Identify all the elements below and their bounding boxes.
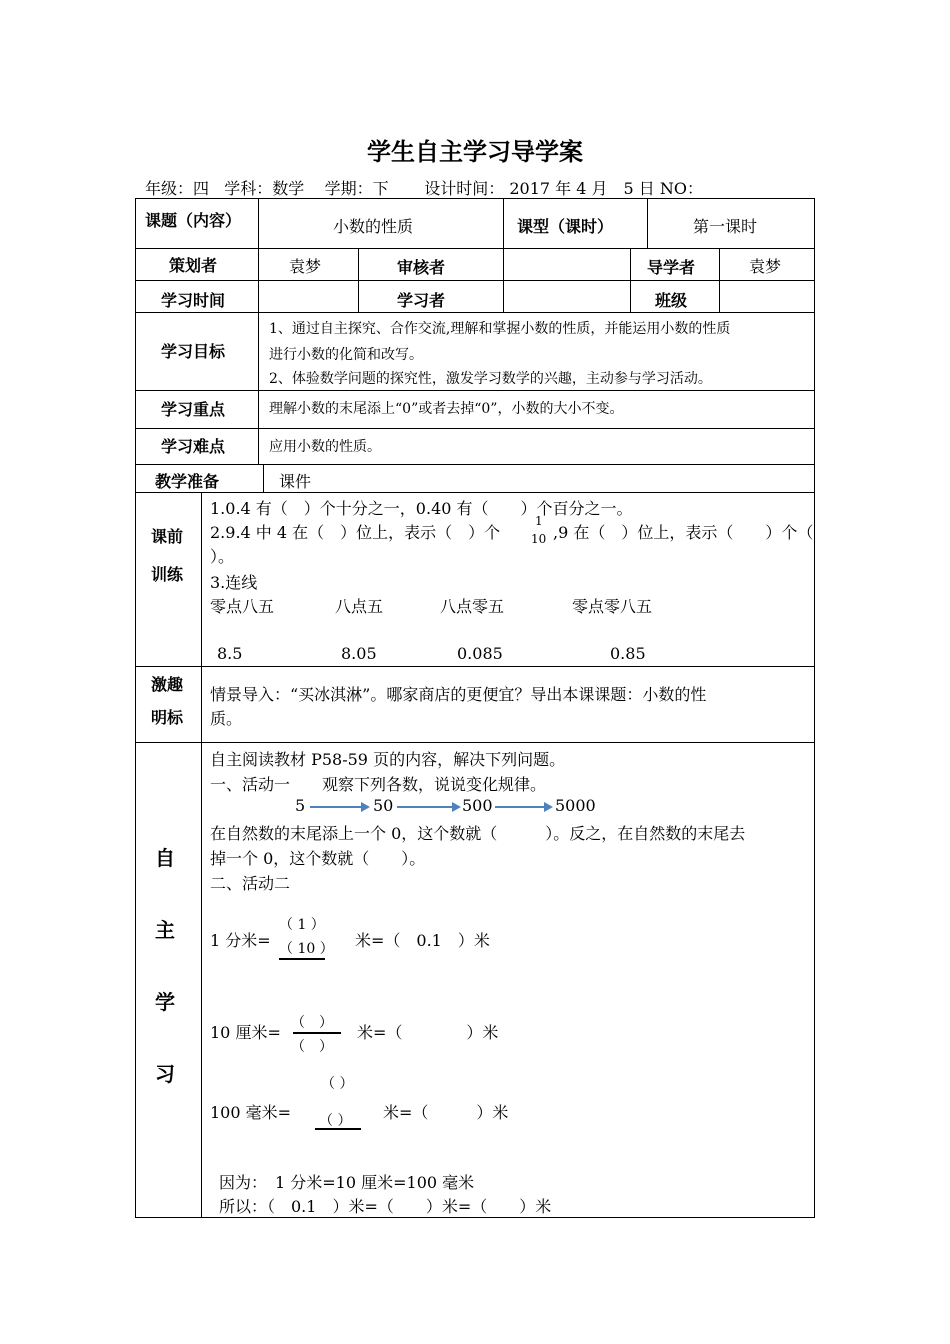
pre-class-label-2: 训练 bbox=[151, 565, 184, 584]
pre-class-q2b: ,9 在（ ）位上，表示（ ）个（ bbox=[553, 523, 814, 542]
eq2-left: 10 厘米= bbox=[210, 1023, 281, 1042]
page-title: 学生自主学习导学案 bbox=[367, 138, 583, 166]
eq1-denominator: （ 10 ） bbox=[279, 941, 334, 957]
meta-grade: 年级：四 bbox=[145, 179, 210, 198]
eq2-denominator: （ ） bbox=[291, 1039, 333, 1055]
difficulty-label: 学习难点 bbox=[161, 437, 226, 456]
topic-label: 课题（内容） bbox=[145, 211, 242, 230]
goals-line2: 进行小数的化简和改写。 bbox=[269, 347, 423, 363]
fraction-bar bbox=[315, 1128, 361, 1130]
goals-label: 学习目标 bbox=[161, 342, 226, 361]
self-study-label-char: 自 bbox=[155, 846, 175, 870]
match-word: 八点五 bbox=[335, 597, 384, 616]
rule-line1: 在自然数的末尾添上一个 0，这个数就（ ）。反之，在自然数的末尾去 bbox=[210, 824, 746, 843]
meta-design-time-label: 设计时间： bbox=[424, 179, 505, 198]
eq3-numerator: （ ） bbox=[321, 1076, 354, 1092]
pre-class-q2a: 2.9.4 中 4 在（ ）位上，表示（ ）个 bbox=[210, 523, 501, 542]
meta-line bbox=[145, 176, 703, 199]
pre-class-q1: 1.0.4 有（ ）个十分之一，0.40 有（ ）个百分之一。 bbox=[210, 499, 633, 518]
eq3-left: 100 毫米= bbox=[210, 1103, 292, 1122]
eq1-numerator: （ 1 ） bbox=[279, 917, 325, 933]
lesson-table bbox=[135, 198, 815, 1218]
eq2-right: 米=（ ）米 bbox=[357, 1023, 499, 1042]
intro-label-2: 明标 bbox=[151, 708, 184, 727]
match-number: 8.05 bbox=[341, 644, 377, 663]
because-line: 因为： 1 分米=10 厘米=100 毫米 bbox=[219, 1173, 475, 1192]
type-label: 课型（课时） bbox=[517, 217, 614, 236]
q2-fraction-denominator: 10 bbox=[531, 532, 547, 546]
eq2-numerator: （ ） bbox=[291, 1015, 333, 1031]
q2-fraction-numerator: 1 bbox=[535, 514, 543, 528]
match-word: 零点零八五 bbox=[572, 597, 653, 616]
pre-class-label-1: 课前 bbox=[151, 527, 184, 546]
sequence-number: 5 bbox=[295, 796, 306, 815]
sequence-number: 50 bbox=[373, 796, 394, 815]
prep-text: 课件 bbox=[279, 472, 312, 491]
eq3-denominator: （ ） bbox=[319, 1113, 352, 1129]
goals-line1: 1、通过自主探究、合作交流,理解和掌握小数的性质，并能运用小数的性质 bbox=[269, 321, 731, 337]
learner-label: 学习者 bbox=[397, 291, 446, 310]
prep-label: 教学准备 bbox=[155, 472, 220, 491]
fraction-bar bbox=[293, 1032, 341, 1034]
match-number: 8.5 bbox=[217, 644, 243, 663]
rule-line2: 掉一个 0，这个数就（ ）。 bbox=[210, 849, 426, 868]
sequence-number: 5000 bbox=[555, 796, 596, 815]
fraction-bar bbox=[279, 958, 325, 960]
intro-line1: 情景导入：“买冰淇淋”。哪家商店的更便宜？导出本课课题：小数的性 bbox=[210, 685, 707, 704]
topic-value: 小数的性质 bbox=[333, 217, 414, 236]
activity-two: 二、活动二 bbox=[210, 874, 291, 893]
meta-subject: 学科：数学 bbox=[224, 179, 305, 198]
self-study-label-char: 主 bbox=[155, 918, 175, 942]
self-study-read: 自主阅读教材 P58-59 页的内容，解决下列问题。 bbox=[210, 750, 566, 769]
match-word: 零点八五 bbox=[210, 597, 275, 616]
arrow-icon bbox=[397, 806, 453, 808]
match-number: 0.85 bbox=[610, 644, 646, 663]
difficulty-text: 应用小数的性质。 bbox=[269, 439, 381, 455]
study-time-label: 学习时间 bbox=[161, 291, 226, 310]
guide-value: 袁梦 bbox=[749, 257, 782, 276]
meta-no: NO： bbox=[659, 179, 704, 198]
so-line: 所以：（ 0.1 ）米=（ ）米=（ ）米 bbox=[219, 1197, 552, 1216]
match-number: 0.085 bbox=[457, 644, 503, 663]
planner-label: 策划者 bbox=[169, 256, 218, 275]
arrow-icon bbox=[495, 806, 545, 808]
self-study-label-char: 习 bbox=[155, 1062, 175, 1086]
intro-label-1: 激趣 bbox=[151, 675, 184, 694]
meta-term: 学期：下 bbox=[324, 179, 389, 198]
activity-one: 一、活动一 观察下列各数，说说变化规律。 bbox=[210, 775, 547, 794]
reviewer-label: 审核者 bbox=[397, 258, 446, 277]
arrow-icon bbox=[310, 806, 362, 808]
class-label: 班级 bbox=[655, 291, 688, 310]
eq1-left: 1 分米= bbox=[210, 931, 271, 950]
pre-class-q3: 3.连线 bbox=[210, 573, 258, 592]
eq3-right: 米=（ ）米 bbox=[383, 1103, 509, 1122]
key-point-label: 学习重点 bbox=[161, 400, 226, 419]
intro-line2: 质。 bbox=[210, 709, 243, 728]
planner-value: 袁梦 bbox=[289, 257, 322, 276]
sequence-number: 500 bbox=[462, 796, 493, 815]
eq1-right: 米=（ 0.1 ）米 bbox=[355, 931, 490, 950]
meta-date: 2017 年 4 月 5 日 bbox=[509, 179, 655, 198]
pre-class-q2c: ）。 bbox=[210, 547, 235, 566]
guide-label: 导学者 bbox=[647, 258, 696, 277]
self-study-label-char: 学 bbox=[155, 990, 175, 1014]
goals-line3: 2、体验数学问题的探究性，激发学习数学的兴趣，主动参与学习活动。 bbox=[269, 371, 712, 387]
key-point-text: 理解小数的末尾添上“0”或者去掉“0”，小数的大小不变。 bbox=[269, 401, 624, 417]
type-value: 第一课时 bbox=[693, 217, 758, 236]
match-word: 八点零五 bbox=[440, 597, 505, 616]
